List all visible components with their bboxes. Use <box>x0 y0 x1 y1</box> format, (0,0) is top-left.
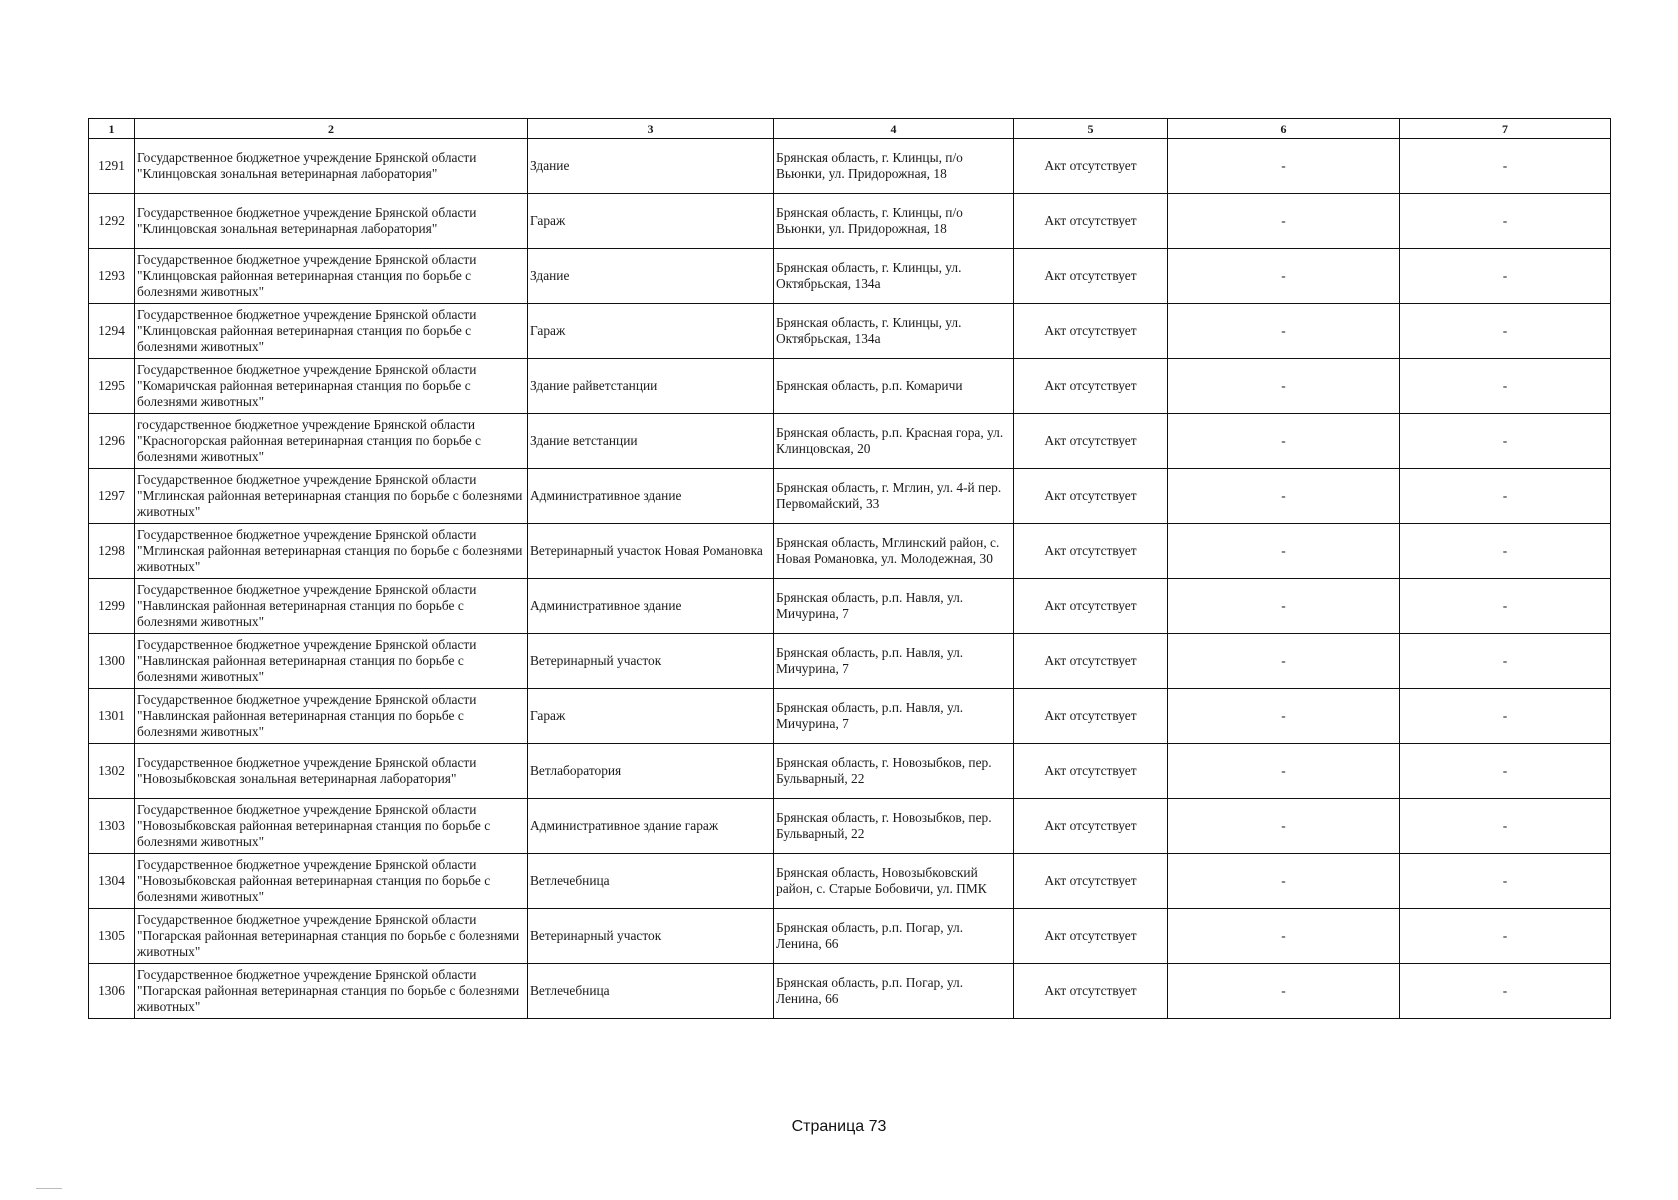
column-7-cell: - <box>1400 359 1611 414</box>
act-status-cell: Акт отсутствует <box>1014 139 1168 194</box>
table-row <box>89 744 1611 799</box>
address-cell: Брянская область, Мглинский район, с. Новая Романовка, ул. Молодежная, 30 <box>774 524 1014 579</box>
column-6-cell: - <box>1168 744 1400 799</box>
column-6-cell: - <box>1168 249 1400 304</box>
object-cell: Ветлаборатория <box>528 744 774 799</box>
organization-cell: Государственное бюджетное учреждение Брянской области "Новозыбковская зональная ветеринарная лаборатория" <box>135 744 528 799</box>
address-cell: Брянская область, р.п. Навля, ул. Мичурина, 7 <box>774 634 1014 689</box>
column-7-cell: - <box>1400 634 1611 689</box>
address-cell: Брянская область, г. Клинцы, п/о Вьюнки, ул. Придорожная, 18 <box>774 139 1014 194</box>
column-7-cell: - <box>1400 249 1611 304</box>
column-6-cell: - <box>1168 689 1400 744</box>
column-7-cell: - <box>1400 414 1611 469</box>
act-status-cell: Акт отсутствует <box>1014 249 1168 304</box>
object-cell: Ветеринарный участок <box>528 634 774 689</box>
column-6-cell: - <box>1168 304 1400 359</box>
act-status-cell: Акт отсутствует <box>1014 964 1168 1019</box>
organization-cell: государственное бюджетное учреждение Брянской области "Красногорская районная ветеринарная станция по борьбе с болезнями животных" <box>135 414 528 469</box>
header-cell-3: 3 <box>528 119 774 139</box>
act-status-cell: Акт отсутствует <box>1014 359 1168 414</box>
table-row <box>89 524 1611 579</box>
header-cell-6: 6 <box>1168 119 1400 139</box>
object-cell: Здание райветстанции <box>528 359 774 414</box>
object-cell: Ветеринарный участок Новая Романовка <box>528 524 774 579</box>
column-7-cell: - <box>1400 524 1611 579</box>
object-cell: Гараж <box>528 304 774 359</box>
column-7-cell: - <box>1400 689 1611 744</box>
object-cell: Гараж <box>528 689 774 744</box>
act-status-cell: Акт отсутствует <box>1014 524 1168 579</box>
column-6-cell: - <box>1168 854 1400 909</box>
table-row <box>89 799 1611 854</box>
column-7-cell: - <box>1400 799 1611 854</box>
table-row <box>89 414 1611 469</box>
object-cell: Административное здание <box>528 579 774 634</box>
address-cell: Брянская область, р.п. Красная гора, ул. Клинцовская, 20 <box>774 414 1014 469</box>
act-status-cell: Акт отсутствует <box>1014 909 1168 964</box>
column-7-cell: - <box>1400 854 1611 909</box>
object-cell: Здание ветстанции <box>528 414 774 469</box>
row-number-cell: 1300 <box>89 634 135 689</box>
row-number-cell: 1298 <box>89 524 135 579</box>
organization-cell: Государственное бюджетное учреждение Брянской области "Новозыбковская районная ветеринарная станция по борьбе с болезнями животных" <box>135 854 528 909</box>
column-7-cell: - <box>1400 964 1611 1019</box>
row-number-cell: 1292 <box>89 194 135 249</box>
address-cell: Брянская область, р.п. Навля, ул. Мичурина, 7 <box>774 579 1014 634</box>
column-6-cell: - <box>1168 524 1400 579</box>
row-number-cell: 1306 <box>89 964 135 1019</box>
address-cell: Брянская область, р.п. Комаричи <box>774 359 1014 414</box>
address-cell: Брянская область, р.п. Погар, ул. Ленина, 66 <box>774 964 1014 1019</box>
row-number-cell: 1294 <box>89 304 135 359</box>
table-row <box>89 249 1611 304</box>
organization-cell: Государственное бюджетное учреждение Брянской области "Навлинская районная ветеринарная станция по борьбе с болезнями животных" <box>135 634 528 689</box>
column-6-cell: - <box>1168 579 1400 634</box>
act-status-cell: Акт отсутствует <box>1014 414 1168 469</box>
object-cell: Ветлечебница <box>528 964 774 1019</box>
column-6-cell: - <box>1168 909 1400 964</box>
registry-table <box>88 118 1611 1019</box>
column-7-cell: - <box>1400 139 1611 194</box>
table-row <box>89 304 1611 359</box>
address-cell: Брянская область, г. Новозыбков, пер. Бульварный, 22 <box>774 744 1014 799</box>
address-cell: Брянская область, р.п. Навля, ул. Мичурина, 7 <box>774 689 1014 744</box>
row-number-cell: 1303 <box>89 799 135 854</box>
column-6-cell: - <box>1168 194 1400 249</box>
row-number-cell: 1291 <box>89 139 135 194</box>
act-status-cell: Акт отсутствует <box>1014 194 1168 249</box>
address-cell: Брянская область, р.п. Погар, ул. Ленина, 66 <box>774 909 1014 964</box>
organization-cell: Государственное бюджетное учреждение Брянской области "Навлинская районная ветеринарная станция по борьбе с болезнями животных" <box>135 579 528 634</box>
table-row <box>89 359 1611 414</box>
object-cell: Ветеринарный участок <box>528 909 774 964</box>
act-status-cell: Акт отсутствует <box>1014 469 1168 524</box>
act-status-cell: Акт отсутствует <box>1014 579 1168 634</box>
organization-cell: Государственное бюджетное учреждение Брянской области "Навлинская районная ветеринарная станция по борьбе с болезнями животных" <box>135 689 528 744</box>
column-6-cell: - <box>1168 799 1400 854</box>
address-cell: Брянская область, г. Клинцы, ул. Октябрьская, 134а <box>774 249 1014 304</box>
object-cell: Здание <box>528 139 774 194</box>
address-cell: Брянская область, г. Клинцы, ул. Октябрьская, 134а <box>774 304 1014 359</box>
header-cell-7: 7 <box>1400 119 1611 139</box>
object-cell: Ветлечебница <box>528 854 774 909</box>
table-row <box>89 579 1611 634</box>
header-cell-5: 5 <box>1014 119 1168 139</box>
column-6-cell: - <box>1168 964 1400 1019</box>
act-status-cell: Акт отсутствует <box>1014 689 1168 744</box>
act-status-cell: Акт отсутствует <box>1014 634 1168 689</box>
column-6-cell: - <box>1168 359 1400 414</box>
organization-cell: Государственное бюджетное учреждение Брянской области "Клинцовская районная ветеринарная станция по борьбе с болезнями животных" <box>135 249 528 304</box>
table-row <box>89 964 1611 1019</box>
table-row <box>89 689 1611 744</box>
column-7-cell: - <box>1400 744 1611 799</box>
page-number: Страница 73 <box>791 1118 887 1135</box>
object-cell: Административное здание гараж <box>528 799 774 854</box>
row-number-cell: 1293 <box>89 249 135 304</box>
row-number-cell: 1296 <box>89 414 135 469</box>
organization-cell: Государственное бюджетное учреждение Брянской области "Клинцовская районная ветеринарная станция по борьбе с болезнями животных" <box>135 304 528 359</box>
table-row <box>89 139 1611 194</box>
column-6-cell: - <box>1168 634 1400 689</box>
scan-artifact-line <box>36 1188 62 1189</box>
table-row <box>89 854 1611 909</box>
column-7-cell: - <box>1400 909 1611 964</box>
organization-cell: Государственное бюджетное учреждение Брянской области "Новозыбковская районная ветеринарная станция по борьбе с болезнями животных" <box>135 799 528 854</box>
address-cell: Брянская область, г. Клинцы, п/о Вьюнки, ул. Придорожная, 18 <box>774 194 1014 249</box>
header-cell-1: 1 <box>89 119 135 139</box>
object-cell: Административное здание <box>528 469 774 524</box>
header-cell-4: 4 <box>774 119 1014 139</box>
table-row <box>89 909 1611 964</box>
act-status-cell: Акт отсутствует <box>1014 744 1168 799</box>
table-row <box>89 634 1611 689</box>
row-number-cell: 1302 <box>89 744 135 799</box>
organization-cell: Государственное бюджетное учреждение Брянской области "Мглинская районная ветеринарная станция по борьбе с болезнями животных" <box>135 469 528 524</box>
row-number-cell: 1304 <box>89 854 135 909</box>
header-cell-2: 2 <box>135 119 528 139</box>
organization-cell: Государственное бюджетное учреждение Брянской области "Мглинская районная ветеринарная станция по борьбе с болезнями животных" <box>135 524 528 579</box>
row-number-cell: 1301 <box>89 689 135 744</box>
object-cell: Гараж <box>528 194 774 249</box>
organization-cell: Государственное бюджетное учреждение Брянской области "Комаричская районная ветеринарная станция по борьбе с болезнями животных" <box>135 359 528 414</box>
table-row <box>89 469 1611 524</box>
column-7-cell: - <box>1400 304 1611 359</box>
column-7-cell: - <box>1400 194 1611 249</box>
column-6-cell: - <box>1168 469 1400 524</box>
row-number-cell: 1305 <box>89 909 135 964</box>
table-row <box>89 194 1611 249</box>
organization-cell: Государственное бюджетное учреждение Брянской области "Клинцовская зональная ветеринарная лаборатория" <box>135 194 528 249</box>
act-status-cell: Акт отсутствует <box>1014 304 1168 359</box>
row-number-cell: 1299 <box>89 579 135 634</box>
row-number-cell: 1297 <box>89 469 135 524</box>
row-number-cell: 1295 <box>89 359 135 414</box>
column-7-cell: - <box>1400 469 1611 524</box>
address-cell: Брянская область, г. Мглин, ул. 4-й пер. Первомайский, 33 <box>774 469 1014 524</box>
act-status-cell: Акт отсутствует <box>1014 799 1168 854</box>
organization-cell: Государственное бюджетное учреждение Брянской области "Погарская районная ветеринарная станция по борьбе с болезнями животных" <box>135 909 528 964</box>
object-cell: Здание <box>528 249 774 304</box>
address-cell: Брянская область, Новозыбковский район, с. Старые Бобовичи, ул. ПМК <box>774 854 1014 909</box>
act-status-cell: Акт отсутствует <box>1014 854 1168 909</box>
organization-cell: Государственное бюджетное учреждение Брянской области "Клинцовская зональная ветеринарная лаборатория" <box>135 139 528 194</box>
column-7-cell: - <box>1400 579 1611 634</box>
column-6-cell: - <box>1168 414 1400 469</box>
column-6-cell: - <box>1168 139 1400 194</box>
table-header-row <box>89 119 1611 139</box>
organization-cell: Государственное бюджетное учреждение Брянской области "Погарская районная ветеринарная станция по борьбе с болезнями животных" <box>135 964 528 1019</box>
address-cell: Брянская область, г. Новозыбков, пер. Бульварный, 22 <box>774 799 1014 854</box>
